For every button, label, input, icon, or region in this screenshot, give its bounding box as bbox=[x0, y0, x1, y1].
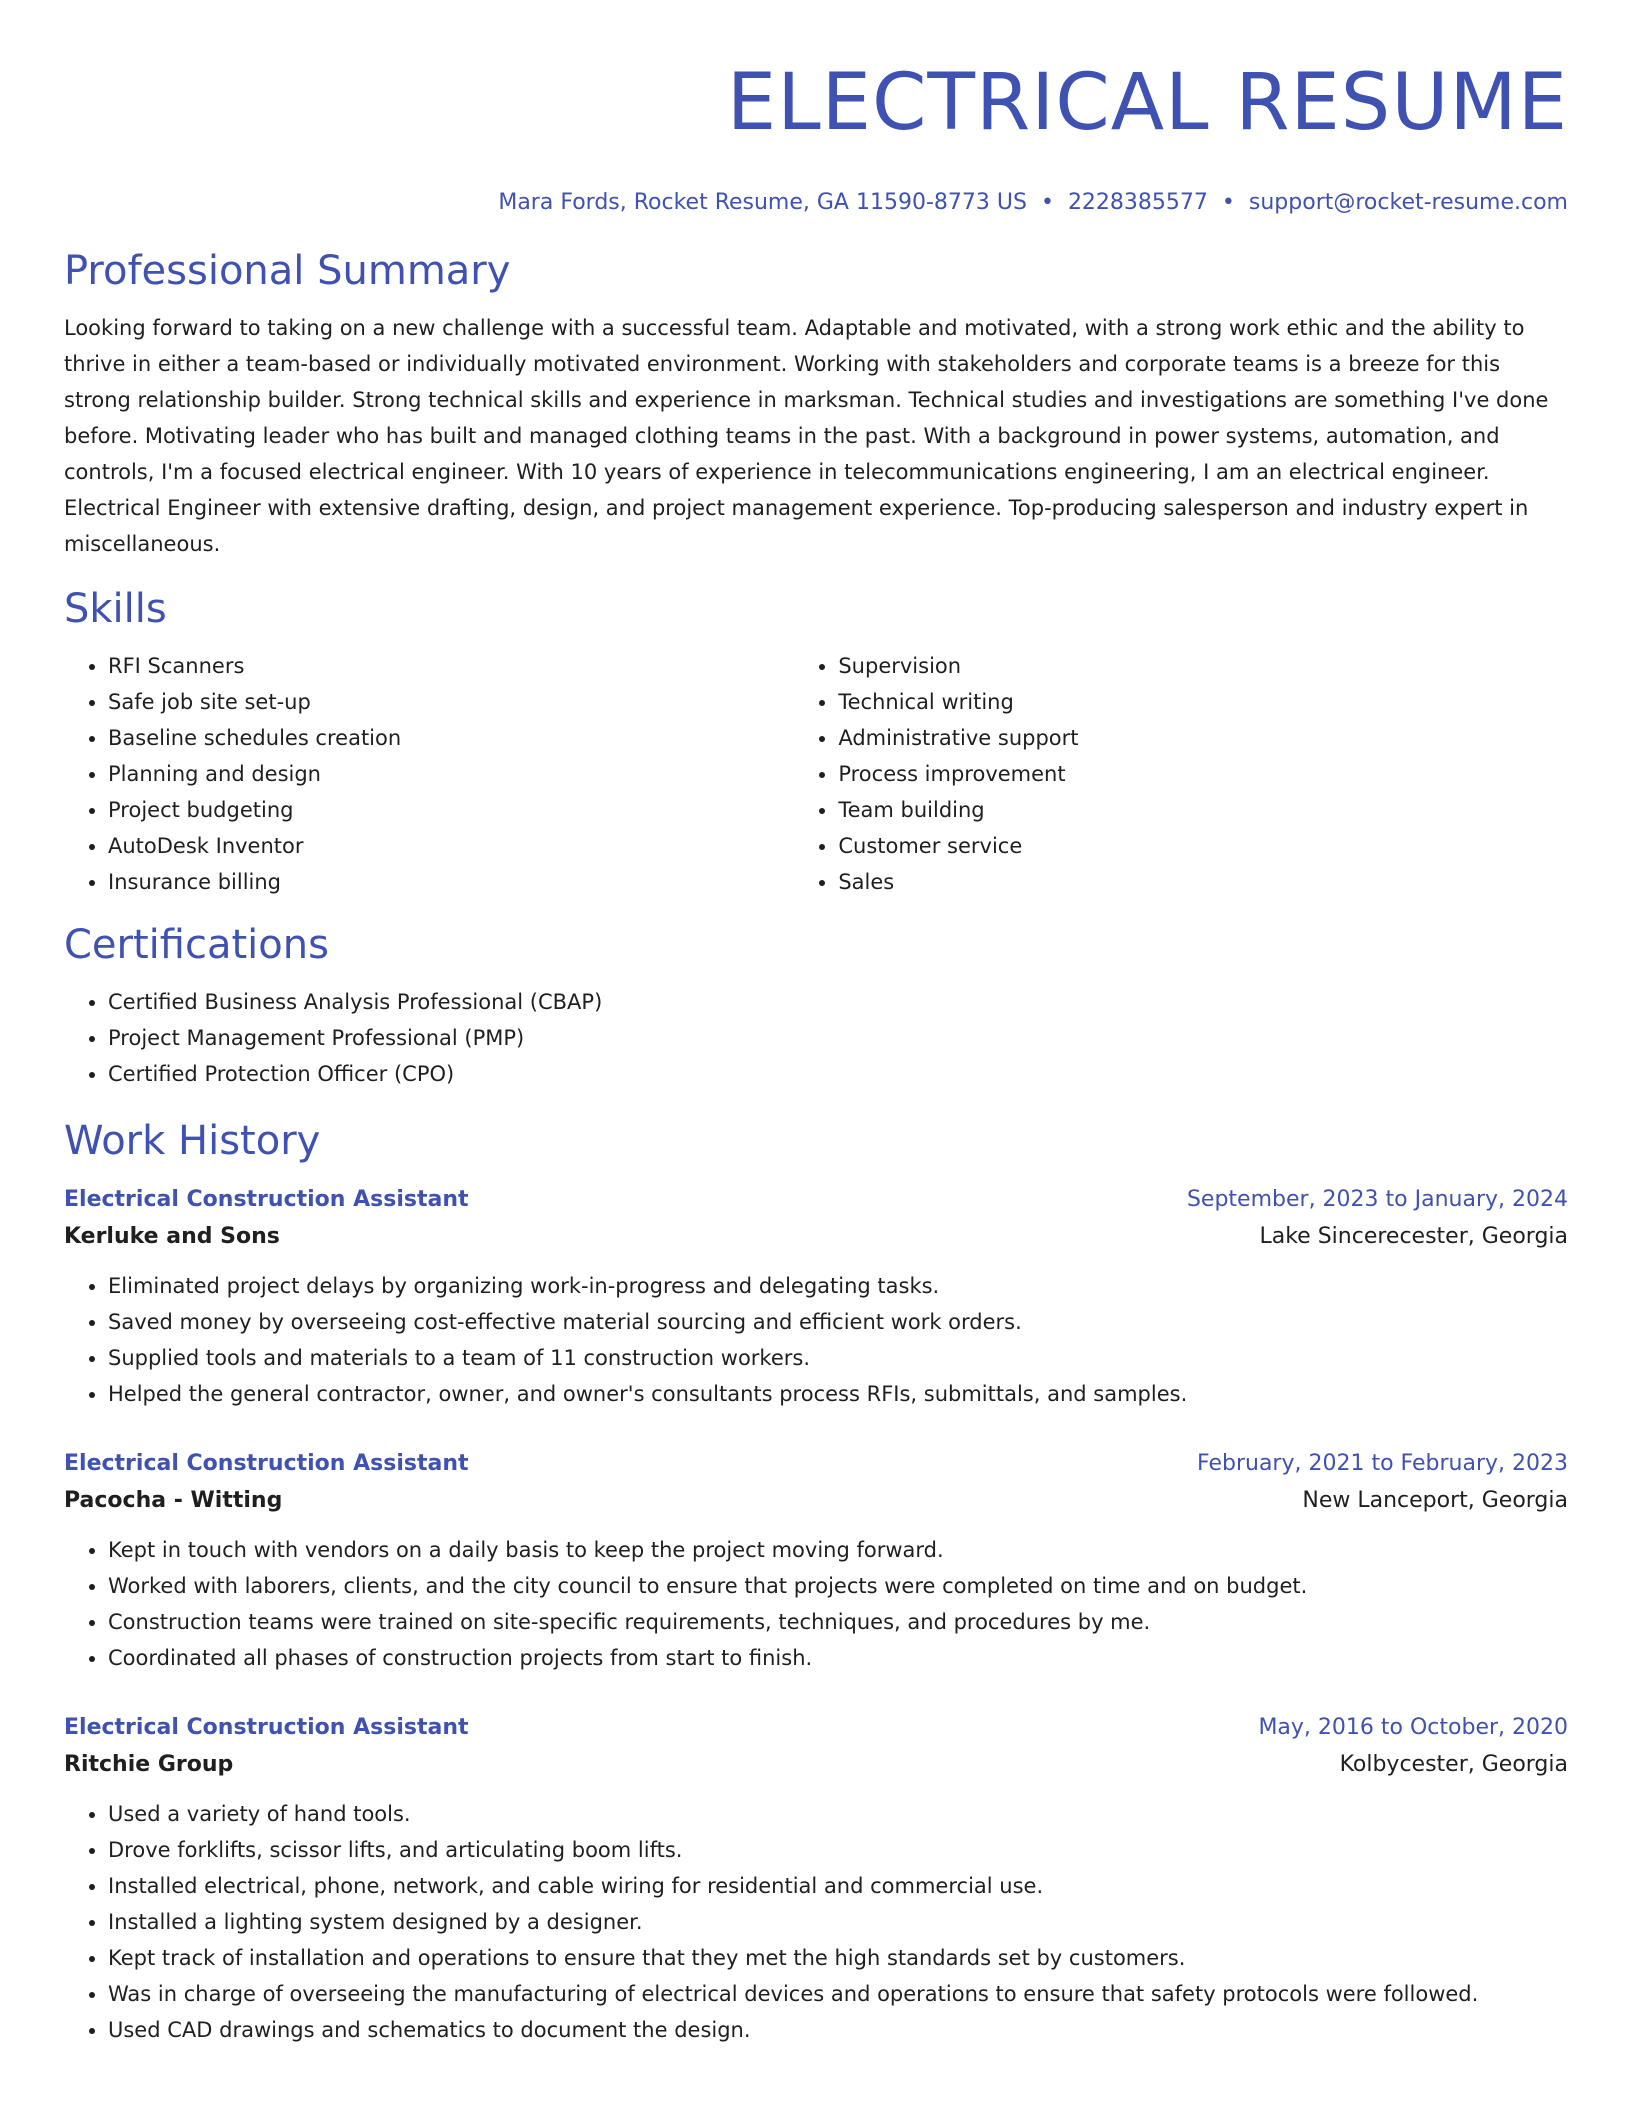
skills-list-left bbox=[64, 648, 794, 900]
job-duties-list bbox=[64, 1796, 1568, 2048]
job-company-row bbox=[64, 1218, 1568, 1256]
skill-item: • AutoDesk Inventor bbox=[108, 828, 794, 864]
job-company-row bbox=[64, 1482, 1568, 1520]
job-entry bbox=[64, 1710, 1568, 2048]
skill-item: • Team building bbox=[838, 792, 1568, 828]
job-duty: • Eliminated project delays by organizing work-in-progress and delegating tasks. bbox=[108, 1268, 1568, 1304]
job-company-row bbox=[64, 1746, 1568, 1784]
certification-item: • Certified Business Analysis Professional (CBAP) bbox=[108, 984, 1568, 1020]
job-duty: • Helped the general contractor, owner, and owner's consultants process RFIs, submittals, and samples. bbox=[108, 1376, 1568, 1412]
job-duty: • Kept track of installation and operations to ensure that they met the high standards set by customers. bbox=[108, 1940, 1568, 1976]
job-duty: • Supplied tools and materials to a team of 11 construction workers. bbox=[108, 1340, 1568, 1376]
job-duties-list bbox=[64, 1268, 1568, 1412]
skill-item: • Sales bbox=[838, 864, 1568, 900]
contact-separator: • bbox=[1040, 190, 1054, 215]
job-location: New Lanceport, Georgia bbox=[1302, 1488, 1568, 1513]
skill-item: • Customer service bbox=[838, 828, 1568, 864]
job-company: Ritchie Group bbox=[64, 1752, 234, 1777]
job-role: Electrical Construction Assistant bbox=[64, 1715, 469, 1740]
certifications-list bbox=[64, 984, 1568, 1092]
job-duty: • Drove forklifts, scissor lifts, and articulating boom lifts. bbox=[108, 1832, 1568, 1868]
resume-header bbox=[64, 56, 1568, 218]
job-duty: • Construction teams were trained on site-specific requirements, techniques, and procedures by me. bbox=[108, 1604, 1568, 1640]
contact-separator: • bbox=[1221, 190, 1235, 215]
certification-item: • Certified Protection Officer (CPO) bbox=[108, 1056, 1568, 1092]
contact-line bbox=[64, 188, 1568, 218]
skill-item: • Administrative support bbox=[838, 720, 1568, 756]
job-duty: • Installed electrical, phone, network, and cable wiring for residential and commercial use. bbox=[108, 1868, 1568, 1904]
job-company: Pacocha - Witting bbox=[64, 1488, 283, 1513]
certifications-heading: Certifications bbox=[64, 922, 329, 968]
summary-heading: Professional Summary bbox=[64, 248, 511, 294]
skill-item: • Supervision bbox=[838, 648, 1568, 684]
job-dates: May, 2016 to October, 2020 bbox=[1258, 1715, 1568, 1740]
skill-item: • Insurance billing bbox=[108, 864, 794, 900]
skills-heading: Skills bbox=[64, 586, 167, 632]
skills-list-right bbox=[794, 648, 1568, 900]
job-header-row bbox=[64, 1710, 1568, 1746]
job-duty: • Kept in touch with vendors on a daily basis to keep the project moving forward. bbox=[108, 1532, 1568, 1568]
summary-text: Looking forward to taking on a new challenge with a successful team. Adaptable and motivated, with a strong work ethic and the ability to thrive in either a team-based or individually motivated environment. Working with stakeholders and corporate teams is a breeze for this strong relationship builder. Strong technical skills and experience in marksman. Technical studies and investigations are something I've done before. Motivating leader who has built and managed clothing teams in the past. With a background in power systems, automation, and controls, I'm a focused electrical engineer. With 10 years of experience in telecommunications engineering, I am an electrical engineer. Electrical Engineer with extensive drafting, design, and project management experience. Top-producing salesperson and industry expert in miscellaneous. bbox=[64, 316, 1549, 556]
job-entry bbox=[64, 1182, 1568, 1412]
contact-address: Mara Fords, Rocket Resume, GA 11590-8773 US bbox=[498, 190, 1027, 215]
skill-item: • Technical writing bbox=[838, 684, 1568, 720]
skill-item: • RFI Scanners bbox=[108, 648, 794, 684]
job-duty: • Was in charge of overseeing the manufacturing of electrical devices and operations to ensure that safety protocols were followed. bbox=[108, 1976, 1568, 2012]
contact-email[interactable]: support@rocket-resume.com bbox=[1248, 190, 1568, 215]
job-duty: • Installed a lighting system designed by a designer. bbox=[108, 1904, 1568, 1940]
skill-item: • Baseline schedules creation bbox=[108, 720, 794, 756]
job-dates: September, 2023 to January, 2024 bbox=[1186, 1187, 1568, 1212]
job-entry bbox=[64, 1446, 1568, 1676]
skills-grid bbox=[64, 648, 1568, 900]
job-role: Electrical Construction Assistant bbox=[64, 1187, 469, 1212]
job-duty: • Coordinated all phases of construction projects from start to finish. bbox=[108, 1640, 1568, 1676]
work-history-heading: Work History bbox=[64, 1118, 321, 1164]
job-duties-list bbox=[64, 1532, 1568, 1676]
contact-phone: 2228385577 bbox=[1067, 190, 1208, 215]
job-header-row bbox=[64, 1182, 1568, 1218]
job-duty: • Worked with laborers, clients, and the city council to ensure that projects were completed on time and on budget. bbox=[108, 1568, 1568, 1604]
certification-item: • Project Management Professional (PMP) bbox=[108, 1020, 1568, 1056]
job-company: Kerluke and Sons bbox=[64, 1224, 280, 1249]
resume-title: ELECTRICAL RESUME bbox=[726, 58, 1568, 148]
job-header-row bbox=[64, 1446, 1568, 1482]
job-location: Lake Sincerecester, Georgia bbox=[1259, 1224, 1568, 1249]
skill-item: • Safe job site set-up bbox=[108, 684, 794, 720]
skill-item: • Process improvement bbox=[838, 756, 1568, 792]
job-dates: February, 2021 to February, 2023 bbox=[1197, 1451, 1568, 1476]
job-duty: • Saved money by overseeing cost-effective material sourcing and efficient work orders. bbox=[108, 1304, 1568, 1340]
job-location: Kolbycester, Georgia bbox=[1339, 1752, 1568, 1777]
job-duty: • Used CAD drawings and schematics to document the design. bbox=[108, 2012, 1568, 2048]
skill-item: • Project budgeting bbox=[108, 792, 794, 828]
job-duty: • Used a variety of hand tools. bbox=[108, 1796, 1568, 1832]
job-role: Electrical Construction Assistant bbox=[64, 1451, 469, 1476]
skill-item: • Planning and design bbox=[108, 756, 794, 792]
